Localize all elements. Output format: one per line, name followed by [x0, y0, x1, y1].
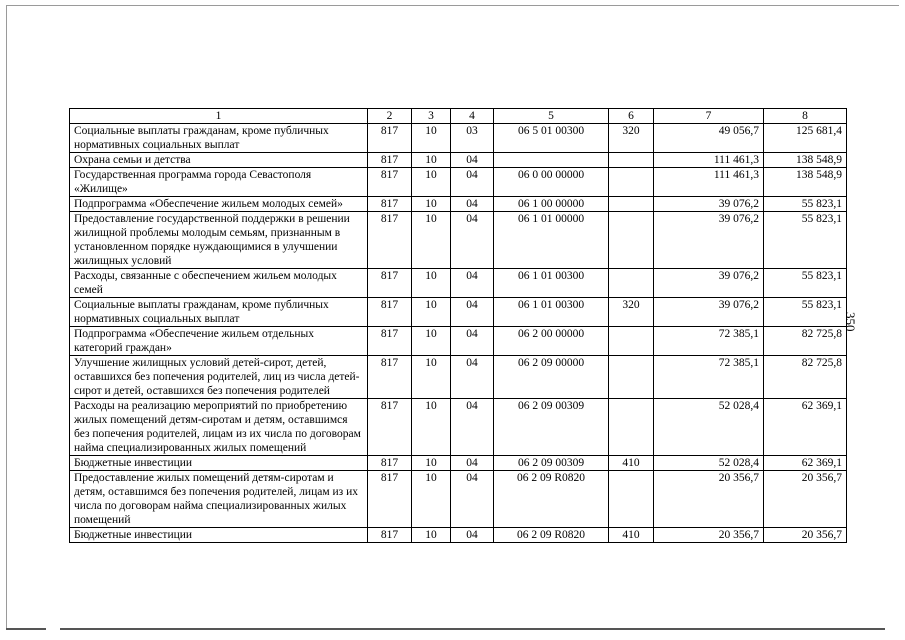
section-code-cell: 10	[412, 356, 451, 399]
expense-type-code-cell	[609, 269, 654, 298]
expense-type-code-cell	[609, 327, 654, 356]
table-row	[70, 327, 847, 356]
table-row	[70, 269, 847, 298]
target-article-code-cell: 06 1 01 00000	[494, 212, 609, 269]
table-row	[70, 124, 847, 153]
ministry-code-cell: 817	[368, 356, 412, 399]
amount-year-1-cell: 39 076,2	[654, 212, 764, 269]
amount-year-2-cell: 55 823,1	[764, 197, 847, 212]
ministry-code-cell: 817	[368, 327, 412, 356]
subsection-code-cell: 04	[451, 269, 494, 298]
amount-year-2-cell: 55 823,1	[764, 269, 847, 298]
subsection-code-cell: 04	[451, 212, 494, 269]
column-header: 6	[609, 109, 654, 124]
table-row	[70, 356, 847, 399]
subsection-code-cell: 04	[451, 528, 494, 543]
expense-name-cell: Социальные выплаты гражданам, кроме публичных нормативных социальных выплат	[70, 298, 368, 327]
section-code-cell: 10	[412, 168, 451, 197]
expense-type-code-cell	[609, 153, 654, 168]
amount-year-1-cell: 111 461,3	[654, 168, 764, 197]
table-row	[70, 298, 847, 327]
table-row	[70, 153, 847, 168]
target-article-code-cell: 06 0 00 00000	[494, 168, 609, 197]
amount-year-2-cell: 138 548,9	[764, 168, 847, 197]
ministry-code-cell: 817	[368, 528, 412, 543]
table-row	[70, 197, 847, 212]
scan-border-left	[6, 5, 7, 628]
budget-table	[69, 108, 847, 543]
expense-name-cell: Бюджетные инвестиции	[70, 528, 368, 543]
ministry-code-cell: 817	[368, 269, 412, 298]
ministry-code-cell: 817	[368, 212, 412, 269]
amount-year-1-cell: 72 385,1	[654, 327, 764, 356]
target-article-code-cell: 06 5 01 00300	[494, 124, 609, 153]
section-code-cell: 10	[412, 124, 451, 153]
amount-year-2-cell: 82 725,8	[764, 356, 847, 399]
amount-year-1-cell: 20 356,7	[654, 528, 764, 543]
subsection-code-cell: 04	[451, 471, 494, 528]
table-row	[70, 212, 847, 269]
expense-type-code-cell: 320	[609, 124, 654, 153]
expense-type-code-cell: 410	[609, 528, 654, 543]
amount-year-2-cell: 20 356,7	[764, 471, 847, 528]
section-code-cell: 10	[412, 269, 451, 298]
amount-year-1-cell: 52 028,4	[654, 399, 764, 456]
expense-name-cell: Подпрограмма «Обеспечение жильем молодых семей»	[70, 197, 368, 212]
section-code-cell: 10	[412, 327, 451, 356]
column-header: 7	[654, 109, 764, 124]
expense-type-code-cell	[609, 356, 654, 399]
expense-type-code-cell: 320	[609, 298, 654, 327]
amount-year-2-cell: 62 369,1	[764, 456, 847, 471]
column-header: 8	[764, 109, 847, 124]
ministry-code-cell: 817	[368, 197, 412, 212]
subsection-code-cell: 04	[451, 153, 494, 168]
subsection-code-cell: 04	[451, 327, 494, 356]
target-article-code-cell: 06 2 00 00000	[494, 327, 609, 356]
ministry-code-cell: 817	[368, 471, 412, 528]
subsection-code-cell: 04	[451, 356, 494, 399]
amount-year-1-cell: 72 385,1	[654, 356, 764, 399]
target-article-code-cell: 06 2 09 R0820	[494, 528, 609, 543]
target-article-code-cell: 06 2 09 00309	[494, 456, 609, 471]
expense-type-code-cell	[609, 212, 654, 269]
table-row	[70, 528, 847, 543]
amount-year-1-cell: 20 356,7	[654, 471, 764, 528]
column-header: 4	[451, 109, 494, 124]
ministry-code-cell: 817	[368, 168, 412, 197]
column-header: 3	[412, 109, 451, 124]
amount-year-2-cell: 55 823,1	[764, 212, 847, 269]
subsection-code-cell: 04	[451, 456, 494, 471]
ministry-code-cell: 817	[368, 399, 412, 456]
amount-year-1-cell: 52 028,4	[654, 456, 764, 471]
section-code-cell: 10	[412, 528, 451, 543]
amount-year-2-cell: 20 356,7	[764, 528, 847, 543]
expense-type-code-cell	[609, 399, 654, 456]
column-header: 2	[368, 109, 412, 124]
ministry-code-cell: 817	[368, 456, 412, 471]
expense-name-cell: Охрана семьи и детства	[70, 153, 368, 168]
target-article-code-cell: 06 2 09 R0820	[494, 471, 609, 528]
scan-border-bottom-left	[6, 628, 46, 630]
subsection-code-cell: 04	[451, 399, 494, 456]
expense-name-cell: Предоставление государственной поддержки в решении жилищной проблемы молодым семьям, признанным в установленном порядке нуждающимися в улучшении жилищных условий	[70, 212, 368, 269]
section-code-cell: 10	[412, 298, 451, 327]
scan-border-bottom	[60, 628, 885, 630]
amount-year-2-cell: 82 725,8	[764, 327, 847, 356]
ministry-code-cell: 817	[368, 153, 412, 168]
subsection-code-cell: 04	[451, 168, 494, 197]
table-row	[70, 471, 847, 528]
scan-border-top	[6, 5, 899, 6]
expense-name-cell: Подпрограмма «Обеспечение жильем отдельных категорий граждан»	[70, 327, 368, 356]
target-article-code-cell	[494, 153, 609, 168]
expense-name-cell: Расходы на реализацию мероприятий по приобретению жилых помещений детям-сиротам и детям, оставшимся без попечения родителей, лицам из их числа по договорам найма специализированных жилых помещений	[70, 399, 368, 456]
subsection-code-cell: 04	[451, 298, 494, 327]
column-header: 5	[494, 109, 609, 124]
section-code-cell: 10	[412, 471, 451, 528]
expense-type-code-cell: 410	[609, 456, 654, 471]
amount-year-2-cell: 62 369,1	[764, 399, 847, 456]
target-article-code-cell: 06 1 00 00000	[494, 197, 609, 212]
table-header-row	[70, 109, 847, 124]
section-code-cell: 10	[412, 456, 451, 471]
subsection-code-cell: 03	[451, 124, 494, 153]
section-code-cell: 10	[412, 153, 451, 168]
expense-name-cell: Расходы, связанные с обеспечением жильем молодых семей	[70, 269, 368, 298]
ministry-code-cell: 817	[368, 124, 412, 153]
target-article-code-cell: 06 2 09 00309	[494, 399, 609, 456]
amount-year-1-cell: 39 076,2	[654, 298, 764, 327]
expense-type-code-cell	[609, 168, 654, 197]
amount-year-1-cell: 39 076,2	[654, 269, 764, 298]
column-header: 1	[70, 109, 368, 124]
amount-year-2-cell: 138 548,9	[764, 153, 847, 168]
amount-year-1-cell: 111 461,3	[654, 153, 764, 168]
expense-name-cell: Социальные выплаты гражданам, кроме публичных нормативных социальных выплат	[70, 124, 368, 153]
amount-year-2-cell: 125 681,4	[764, 124, 847, 153]
ministry-code-cell: 817	[368, 298, 412, 327]
target-article-code-cell: 06 2 09 00000	[494, 356, 609, 399]
amount-year-2-cell: 55 823,1	[764, 298, 847, 327]
section-code-cell: 10	[412, 212, 451, 269]
page-number: 350	[843, 312, 858, 332]
section-code-cell: 10	[412, 197, 451, 212]
expense-type-code-cell	[609, 197, 654, 212]
table-row	[70, 399, 847, 456]
section-code-cell: 10	[412, 399, 451, 456]
expense-type-code-cell	[609, 471, 654, 528]
subsection-code-cell: 04	[451, 197, 494, 212]
table-row	[70, 456, 847, 471]
amount-year-1-cell: 49 056,7	[654, 124, 764, 153]
table-row	[70, 168, 847, 197]
expense-name-cell: Предоставление жилых помещений детям-сиротам и детям, оставшимся без попечения родителей, лицам из их числа по договорам найма специализированных жилых помещений	[70, 471, 368, 528]
target-article-code-cell: 06 1 01 00300	[494, 269, 609, 298]
expense-name-cell: Улучшение жилищных условий детей-сирот, детей, оставшихся без попечения родителей, лиц из числа детей-сирот и детей, оставшихся без попечения родителей	[70, 356, 368, 399]
amount-year-1-cell: 39 076,2	[654, 197, 764, 212]
expense-name-cell: Бюджетные инвестиции	[70, 456, 368, 471]
expense-name-cell: Государственная программа города Севастополя «Жилище»	[70, 168, 368, 197]
target-article-code-cell: 06 1 01 00300	[494, 298, 609, 327]
